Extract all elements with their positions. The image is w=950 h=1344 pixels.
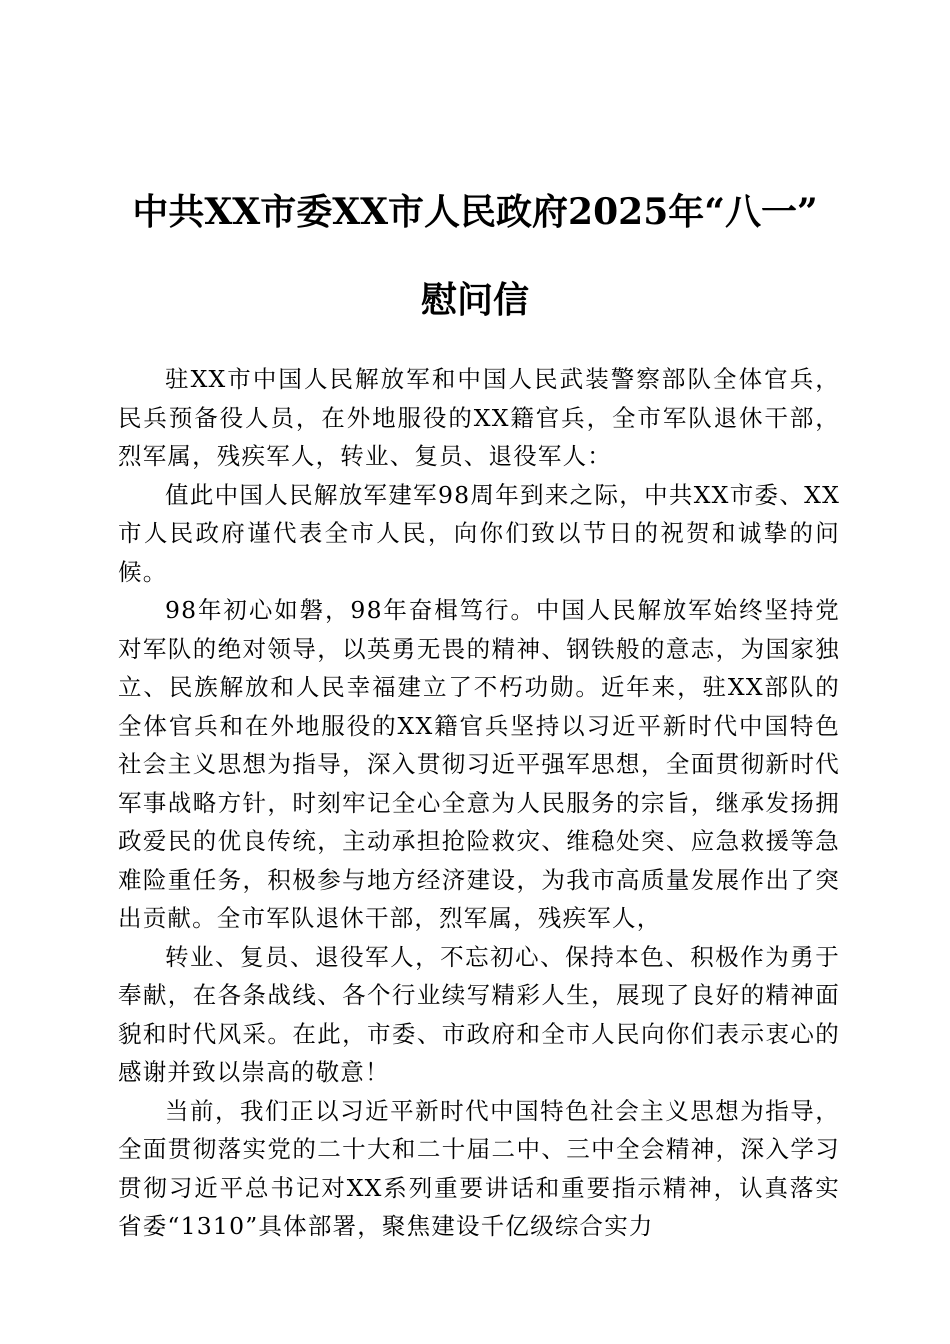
document-title [110,168,840,344]
paragraph-greeting: 值此中国人民解放军建军98周年到来之际，中共XX市委、XX市人民政府谨代表全市人民，向你们致以节日的祝贺和诚挚的问候。 [118,480,840,586]
title-line-2: 慰问信 [420,279,529,321]
title-line-1: 中共XX市委XX市人民政府2025年“八一” [132,191,818,233]
letter-body [118,360,840,1246]
paragraph-achievements: 98年初心如磐，98年奋楫笃行。中国人民解放军始终坚持党对军队的绝对领导，以英勇无畏的精神、钢铁般的意志，为国家独立、民族解放和人民幸福建立了不朽功勋。近年来，驻XX部队的全体官兵和在外地服役的XX籍官兵坚持以习近平新时代中国特色社会主义思想为指导，深入贯彻习近平强军思想，全面贯彻新时代军事战略方针，时刻牢记全心全意为人民服务的宗旨，继承发扬拥政爱民的优良传统，主动承担抢险救灾、维稳处突、应急救援等急难险重任务，积极参与地方经济建设，为我市高质量发展作出了突出贡献。全市军队退休干部，烈军属，残疾军人， [118,596,840,932]
paragraph-salutation: 驻XX市中国人民解放军和中国人民武装警察部队全体官兵，民兵预备役人员，在外地服役的XX籍官兵，全市军队退休干部，烈军属，残疾军人，转业、复员、退役军人： [118,365,840,470]
paragraph-current-work: 当前，我们正以习近平新时代中国特色社会主义思想为指导，全面贯彻落实党的二十大和二十届二中、三中全会精神，深入学习贯彻习近平总书记对XX系列重要讲话和重要指示精神，认真落实省委“1310”具体部署，聚焦建设千亿级综合实力 [118,1096,840,1240]
paragraph-veterans: 转业、复员、退役军人，不忘初心、保持本色、积极作为勇于奉献，在各条战线、各个行业续写精彩人生，展现了良好的精神面貌和时代风采。在此，市委、市政府和全市人民向你们表示衷心的感谢并致以崇高的敬意！ [118,942,840,1086]
